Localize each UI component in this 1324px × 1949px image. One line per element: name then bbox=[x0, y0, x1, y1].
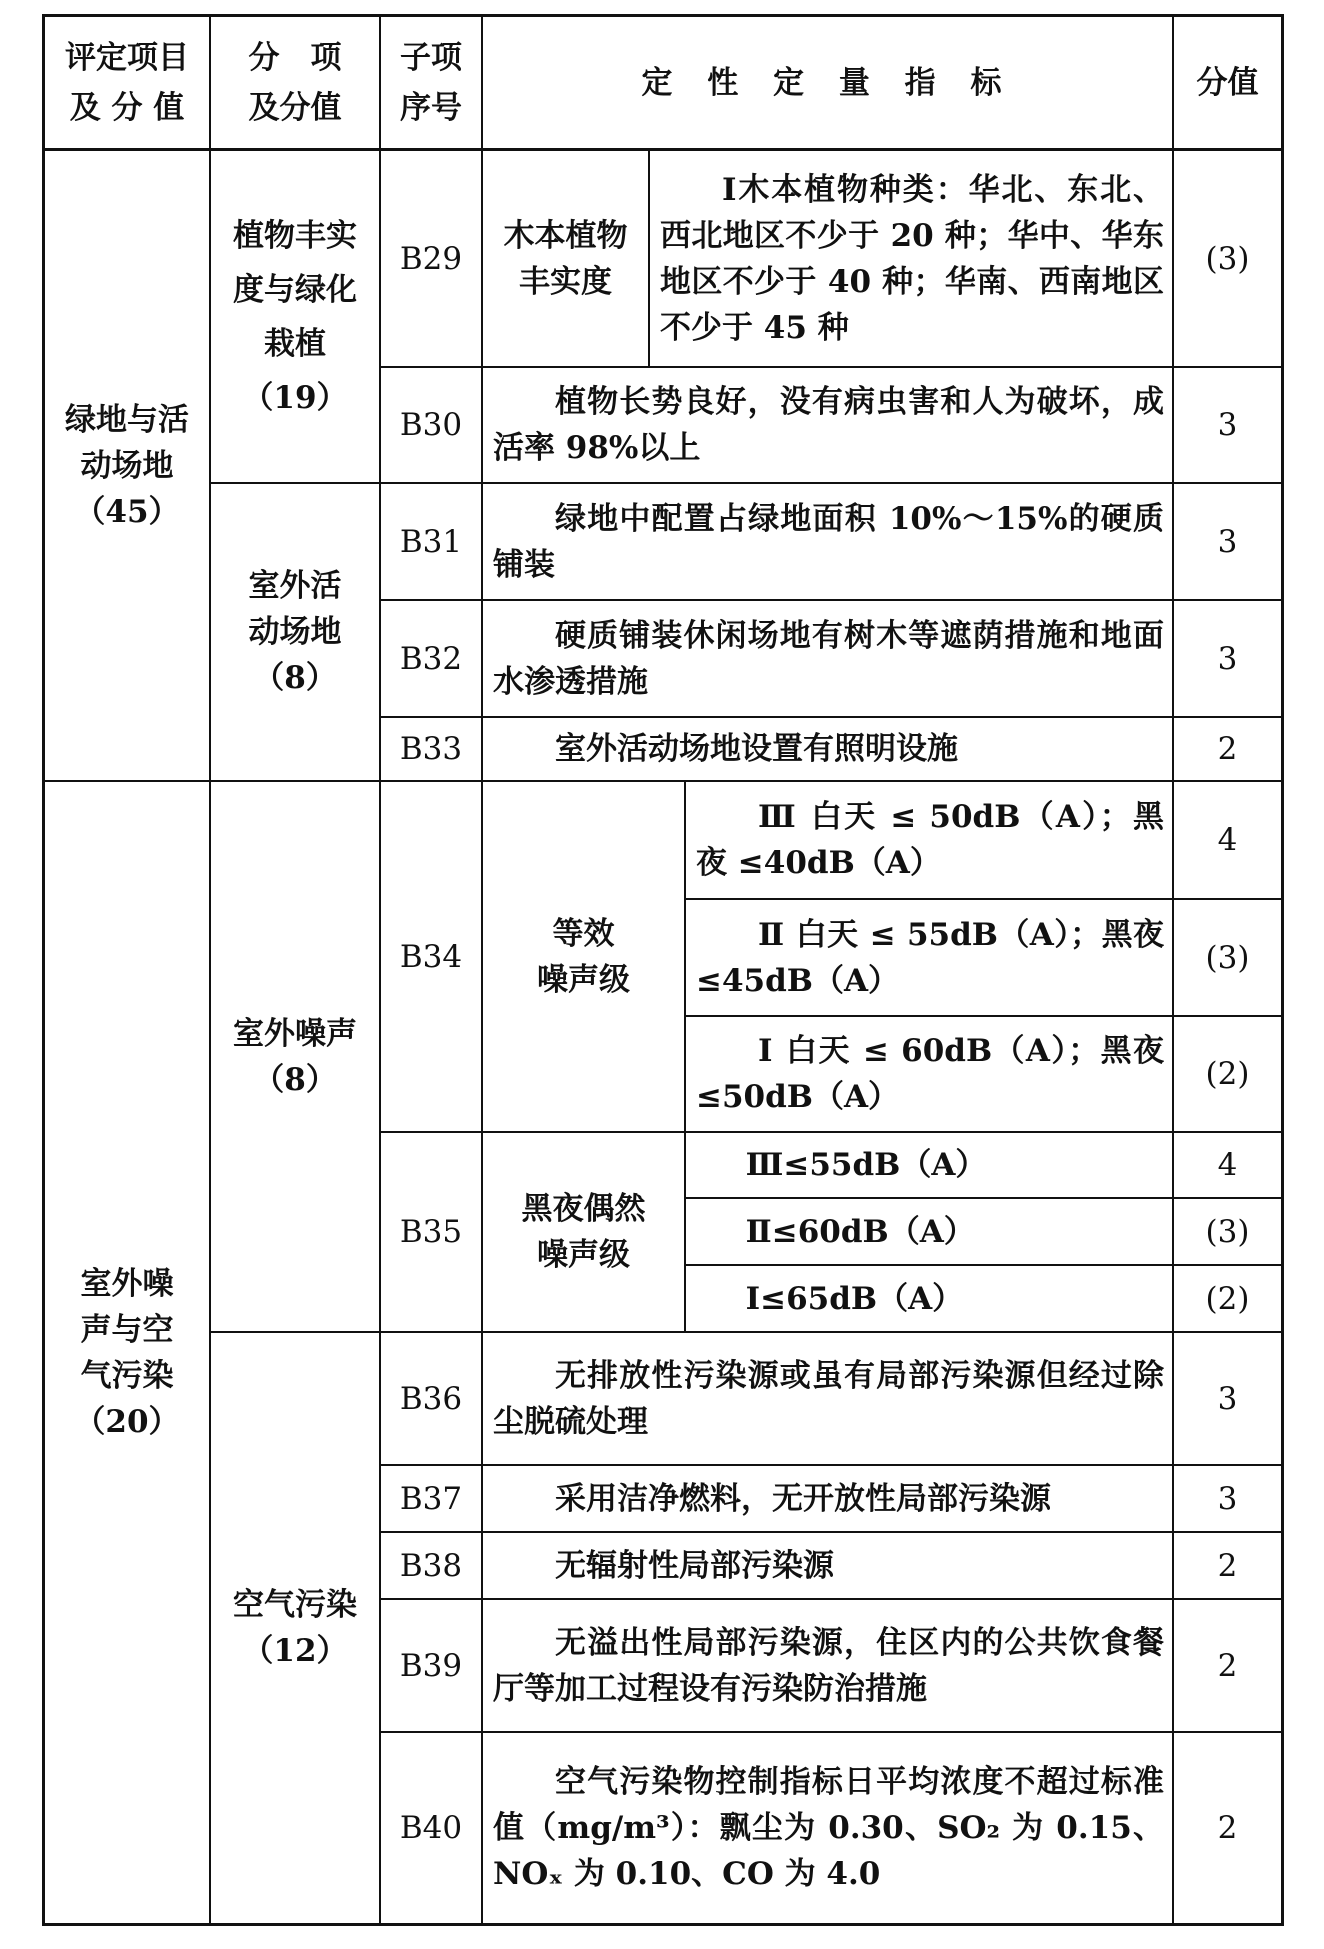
indicator-text: Ⅰ≤65dB（A） bbox=[745, 1280, 964, 1317]
indicator-text: 硬质铺装休闲场地有树木等遮荫措施和地面水渗透措施 bbox=[493, 617, 1164, 700]
score-value: (2) bbox=[1205, 1056, 1250, 1092]
item-id: B34 bbox=[399, 938, 463, 975]
indicator-text: Ⅲ≤55dB（A） bbox=[745, 1147, 987, 1183]
score-value: (2) bbox=[1205, 1280, 1250, 1317]
subcategory-cell: 植物丰实 度与绿化 栽植 （19） bbox=[233, 217, 357, 416]
item-id: B39 bbox=[399, 1647, 463, 1684]
header-category: 评定项目 及 分 值 bbox=[65, 39, 189, 126]
indicator-label: 等效 噪声级 bbox=[537, 915, 630, 998]
item-id: B32 bbox=[399, 640, 463, 677]
indicator-text: 植物长势良好，没有病虫害和人为破坏，成活率 98%以上 bbox=[493, 384, 1164, 466]
item-id: B31 bbox=[399, 523, 463, 560]
subcategory-cell: 空气污染 （12） bbox=[233, 1587, 357, 1669]
indicator-text: 无辐射性局部污染源 bbox=[555, 1547, 834, 1584]
indicator-label: 木本植物 丰实度 bbox=[503, 217, 628, 300]
header-score: 分值 bbox=[1196, 64, 1259, 101]
header-indicator: 定 性 定 量 指 标 bbox=[641, 64, 1014, 101]
score-value: 4 bbox=[1217, 1147, 1238, 1183]
item-id: B35 bbox=[399, 1214, 463, 1250]
score-value: 3 bbox=[1217, 640, 1238, 677]
score-value: (3) bbox=[1205, 240, 1250, 277]
indicator-text: 无排放性污染源或虽有局部污染源但经过除尘脱硫处理 bbox=[493, 1357, 1164, 1440]
score-value: 2 bbox=[1217, 1647, 1238, 1684]
header-subcategory: 分 项 及分值 bbox=[248, 39, 342, 126]
header-item-no: 子项 序号 bbox=[400, 39, 462, 126]
item-id: B40 bbox=[399, 1810, 463, 1846]
indicator-text: 无溢出性局部污染源，住区内的公共饮食餐厅等加工过程设有污染防治措施 bbox=[493, 1624, 1164, 1707]
table-border bbox=[1281, 14, 1284, 1926]
item-id: B37 bbox=[399, 1480, 463, 1517]
item-id: B30 bbox=[399, 407, 463, 443]
score-value: 2 bbox=[1217, 731, 1238, 767]
score-value: (3) bbox=[1205, 1213, 1250, 1250]
indicator-text: Ⅱ 白天 ≤ 55dB（A）；黑夜 ≤45dB（A） bbox=[696, 916, 1164, 999]
category-cell: 室外噪 声与空 气污染 （20） bbox=[74, 1265, 180, 1440]
indicator-text: Ⅰ 白天 ≤ 60dB（A）；黑夜 ≤50dB（A） bbox=[696, 1033, 1164, 1115]
table-border bbox=[42, 1923, 1284, 1926]
item-id: B38 bbox=[399, 1547, 463, 1584]
score-value: 2 bbox=[1217, 1810, 1238, 1846]
indicator-text: Ⅲ 白天 ≤ 50dB（A）；黑夜 ≤40dB（A） bbox=[696, 799, 1164, 881]
score-value: 3 bbox=[1217, 1480, 1238, 1517]
score-value: 3 bbox=[1217, 523, 1238, 560]
category-cell: 绿地与活 动场地 （45） bbox=[65, 401, 189, 530]
indicator-text: Ⅱ≤60dB（A） bbox=[745, 1213, 975, 1250]
indicator-text: 室外活动场地设置有照明设施 bbox=[555, 731, 958, 767]
score-value: 4 bbox=[1217, 822, 1238, 858]
item-id: B29 bbox=[399, 240, 463, 277]
indicator-text: Ⅰ木本植物种类：华北、东北、西北地区不少于 20 种；华中、华东地区不少于 40 种；华南、西南地区不少于 45 种 bbox=[660, 171, 1164, 346]
indicator-text: 空气污染物控制指标日平均浓度不超过标准值（mg/m³）：飘尘为 0.30、SO₂ 为 0.15、NOₓ 为 0.10、CO 为 4.0 bbox=[493, 1764, 1164, 1892]
score-value: 2 bbox=[1217, 1547, 1238, 1584]
indicator-text: 绿地中配置占绿地面积 10%～15%的硬质铺装 bbox=[493, 500, 1164, 583]
indicator-label: 黑夜偶然 噪声级 bbox=[521, 1191, 646, 1273]
subcategory-cell: 室外噪声 （8） bbox=[233, 1015, 357, 1098]
item-id: B36 bbox=[399, 1380, 463, 1417]
score-value: 3 bbox=[1217, 1380, 1238, 1417]
indicator-text: 采用洁净燃料，无开放性局部污染源 bbox=[555, 1480, 1051, 1517]
item-id: B33 bbox=[399, 731, 463, 767]
subcategory-cell: 室外活 动场地 （8） bbox=[248, 568, 342, 696]
score-value: (3) bbox=[1205, 939, 1250, 976]
score-value: 3 bbox=[1217, 407, 1238, 443]
